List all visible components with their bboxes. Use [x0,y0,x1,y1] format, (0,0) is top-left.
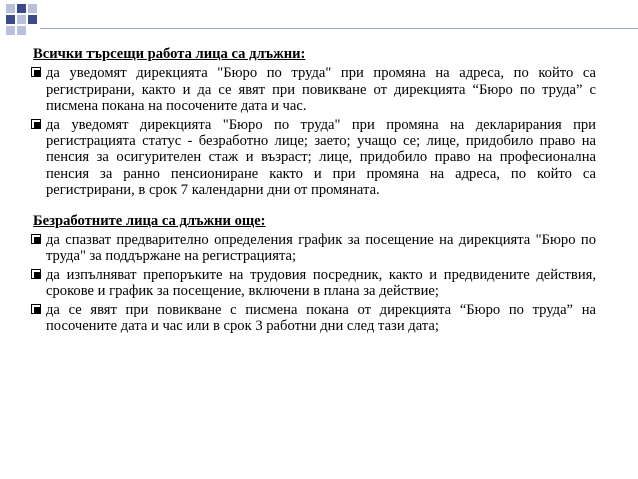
corner-decoration [0,0,60,40]
section-heading: Всички търсещи работа лица са длъжни: [33,46,306,62]
checkbox-bullet-icon [31,67,41,77]
list-item: да изпълняват препоръките на трудовия посредник, както и предвидените действия, срокове и график за посещение, включени в плана за действие; [33,267,596,300]
list-item: да уведомят дирекцията "Бюро по труда" при промяна на адреса, по който са регистрирани, както и да се явят при повикване от дирекцията “Бюро по труда” с писмена покана на посочените дата и час. [33,65,596,114]
decoration-square [17,26,26,35]
decoration-square [6,15,15,24]
checkbox-bullet-icon [31,269,41,279]
decoration-square [6,4,15,13]
list-item: да спазват предварително определения график за посещение на дирекцията "Бюро по труда" за поддържане на регистрацията; [33,232,596,265]
checkbox-bullet-icon [31,234,41,244]
decoration-square [6,26,15,35]
section-heading: Безработните лица са длъжни още: [33,212,266,229]
decoration-square [28,15,37,24]
decoration-square [17,15,26,24]
list-item: да уведомят дирекцията "Бюро по труда" при промяна на декларирания при регистрацията статус - безработно лице; заето; учащо се; лице, придобило право на пенсия за осигурителен стаж и възраст; лице, придобило право на професионална пенсия за ранно пенсиониране както и при промяна на адреса, по който са регистрирани, в срок 7 календарни дни от промяната. [33,117,596,199]
checkbox-bullet-icon [31,119,41,129]
checkbox-bullet-icon [31,304,41,314]
slide-body [33,46,596,337]
decoration-square [28,4,37,13]
decoration-square [17,4,26,13]
header-rule [40,28,638,29]
list-item: да се явят при повикване с писмена покана от дирекцията “Бюро по труда” на посочените дата и час или в срок 3 работни дни след тази дата; [33,302,596,335]
